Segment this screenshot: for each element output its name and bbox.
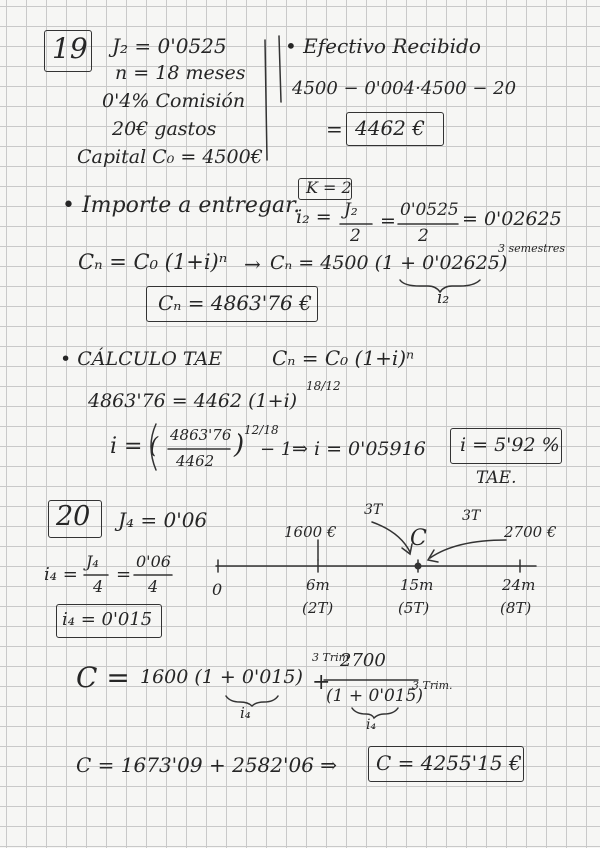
cn-formula: Cₙ = C₀ (1+i)ⁿ bbox=[78, 250, 228, 274]
tae-frac-den: 4462 bbox=[176, 452, 215, 470]
i4-eq: = bbox=[116, 564, 132, 585]
eq-term1-brace bbox=[226, 696, 278, 706]
i2-label: i₂ bbox=[437, 288, 450, 308]
column-divider bbox=[265, 40, 267, 160]
i4-result: i₄ = 0'015 bbox=[62, 609, 153, 630]
eq-plus: + bbox=[312, 670, 331, 695]
cn-substituted: Cₙ = 4500 (1 + 0'02625) bbox=[270, 252, 508, 274]
i4-frac2-den: 4 bbox=[148, 577, 159, 596]
tae-formula: Cₙ = C₀ (1+i)ⁿ bbox=[272, 346, 415, 370]
tae-minus-one: − 1 bbox=[260, 439, 293, 460]
tae-line1-exp: 18/12 bbox=[306, 379, 341, 393]
k-value: K = 2 bbox=[306, 178, 352, 197]
eq-term1-exp: 3 Trim bbox=[312, 651, 350, 664]
timeline-arc-right bbox=[430, 540, 506, 558]
efectivo-line: 4500 − 0'004·4500 − 20 bbox=[292, 78, 517, 99]
timeline-tick-sub-15m: (5T) bbox=[398, 599, 430, 617]
eq-lhs: C = bbox=[76, 661, 130, 694]
tae-i-lhs: i = ( bbox=[110, 434, 159, 459]
importe-title: • Importe a entregar. bbox=[62, 193, 301, 218]
cn-brace bbox=[400, 280, 480, 292]
timeline-tick-label-6m: 6m bbox=[306, 576, 330, 594]
i2-frac2-den: 2 bbox=[418, 226, 429, 246]
i4-lhs: i₄ = bbox=[44, 564, 78, 585]
given-n: n = 18 meses bbox=[115, 62, 246, 84]
final-result: C = 4255'15 € bbox=[376, 751, 522, 775]
given-capital: Capital C₀ = 4500€ bbox=[77, 146, 263, 168]
i2-eq1: = bbox=[380, 210, 396, 232]
eq-frac-num: 2700 bbox=[340, 650, 386, 671]
i2-frac2-num: 0'0525 bbox=[400, 200, 459, 220]
i2-lhs: i₂ = bbox=[296, 206, 332, 228]
tae-label: TAE. bbox=[476, 468, 517, 488]
final-line: C = 1673'09 + 2582'06 ⇒ bbox=[76, 753, 338, 777]
problem20-number: 20 bbox=[56, 501, 91, 532]
timeline-tick-label-24m: 24m bbox=[502, 576, 536, 594]
i2-frac1-den: 2 bbox=[350, 226, 361, 246]
efectivo-result: 4462 € bbox=[355, 116, 425, 140]
timeline-tick-label-0: 0 bbox=[212, 580, 223, 599]
tae-title: • CÁLCULO TAE bbox=[60, 348, 223, 370]
tae-paren-open-big bbox=[151, 424, 156, 470]
i4-frac1-num: J₄ bbox=[86, 552, 99, 571]
timeline-tick-sub-6m: (2T) bbox=[302, 599, 334, 617]
tae-frac-num: 4863'76 bbox=[170, 426, 232, 444]
timeline-arc-left-label: 3T bbox=[364, 502, 383, 518]
timeline-amount-1600: 1600 € bbox=[284, 523, 337, 541]
timeline-arc-left bbox=[372, 522, 410, 552]
cn-result: Cₙ = 4863'76 € bbox=[158, 291, 312, 315]
i4-frac2-num: 0'06 bbox=[136, 552, 171, 571]
timeline-tick-sub-24m: (8T) bbox=[500, 599, 532, 617]
timeline-arc-right-label: 3T bbox=[462, 508, 481, 524]
given-j2: J₂ = 0'0525 bbox=[112, 34, 227, 58]
tae-arrow-result: ⇒ i = 0'05916 bbox=[292, 438, 426, 460]
tae-paren-close: ) bbox=[234, 430, 245, 460]
given-expenses: 20€ gastos bbox=[112, 118, 217, 140]
timeline-point-c bbox=[415, 563, 422, 570]
eq-i4-a: i₄ bbox=[240, 704, 251, 722]
efectivo-title: • Efectivo Recibido bbox=[285, 34, 481, 58]
given-commission: 0'4% Comisión bbox=[102, 90, 246, 112]
tae-result: i = 5'92 % bbox=[460, 434, 560, 456]
cn-exponent: 3 semestres bbox=[498, 242, 566, 255]
column-divider-double bbox=[279, 36, 281, 102]
eq-i4-b: i₄ bbox=[366, 717, 377, 733]
efectivo-equals: = bbox=[326, 117, 343, 141]
j4-value: J₄ = 0'06 bbox=[118, 508, 208, 532]
problem-number: 19 bbox=[52, 32, 88, 65]
eq-frac-den-exp: 3 Trim. bbox=[412, 679, 453, 692]
timeline-tick-label-15m: 15m bbox=[400, 576, 434, 594]
timeline-amount-2700: 2700 € bbox=[504, 523, 557, 541]
i2-frac1-num: J₂ bbox=[344, 200, 358, 220]
eq-term1: 1600 (1 + 0'015) bbox=[140, 666, 303, 688]
tae-exp: 12/18 bbox=[244, 423, 279, 437]
eq-den-brace bbox=[352, 708, 398, 718]
eq-frac-den: (1 + 0'015) bbox=[326, 686, 424, 706]
tae-line1: 4863'76 = 4462 (1+i) bbox=[88, 390, 298, 412]
i2-result: = 0'02625 bbox=[462, 208, 562, 230]
timeline-c-label: C bbox=[410, 526, 427, 551]
i4-frac1-den: 4 bbox=[93, 577, 104, 596]
cn-arrow: → bbox=[244, 252, 261, 276]
